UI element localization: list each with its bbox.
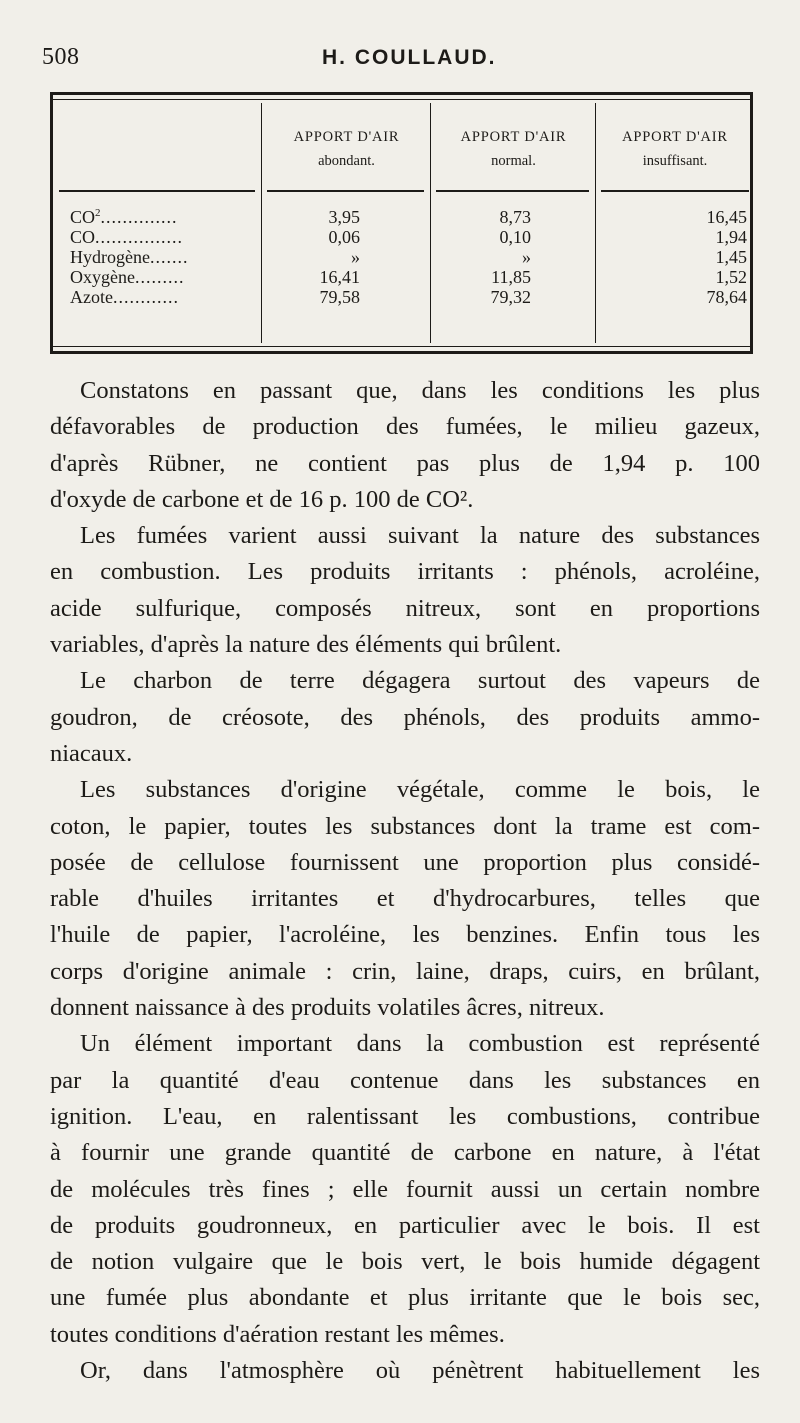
- text-line: de notion vulgaire que le bois vert, le bois humide dégagent: [50, 1248, 760, 1276]
- table-cell: 3,95: [328, 207, 360, 227]
- row-label-dots: ............: [112, 287, 179, 307]
- table-cell: 0,10: [499, 227, 531, 247]
- table-cell: 1,52: [715, 267, 747, 287]
- table-column-rule: [430, 103, 431, 343]
- text-line: Un élément important dans la combustion est représenté: [80, 1030, 760, 1058]
- table-column-rule: [261, 103, 262, 343]
- table-header-rule: [267, 190, 424, 192]
- row-label-dots: .......: [149, 247, 189, 267]
- column-header-abundant: [263, 125, 430, 173]
- row-label-text: CO: [70, 207, 96, 227]
- row-label-dots: ................: [95, 227, 184, 247]
- text-line: Les fumées varient aussi suivant la nature des substances: [80, 522, 760, 550]
- column-header-insufficient: [597, 125, 753, 173]
- table-cell: 1,45: [715, 247, 747, 267]
- column-header-line1: APPORT D'AIR: [622, 129, 728, 145]
- table-cell: 16,41: [319, 267, 360, 287]
- column-header-line2: normal.: [491, 153, 536, 169]
- row-label-text: Oxygène: [70, 267, 135, 287]
- row-label-dots: ..............: [100, 207, 178, 227]
- table-header-rule: [601, 190, 749, 192]
- row-label-text: CO: [70, 227, 96, 247]
- text-line: posée de cellulose fournissent une proportion plus considé-: [50, 848, 760, 876]
- text-line: acide sulfurique, composés nitreux, sont en proportions: [50, 594, 760, 622]
- table-cell: 16,45: [706, 207, 747, 227]
- table-cell: 0,06: [328, 227, 360, 247]
- table-inner-bottom-rule: [53, 346, 750, 347]
- running-head: H. COULLAUD.: [322, 46, 497, 69]
- table-cell: 79,58: [319, 287, 360, 307]
- text-line: rable d'huiles irritantes et d'hydrocarbures, telles que: [50, 885, 760, 913]
- column-header-line1: APPORT D'AIR: [460, 129, 567, 145]
- text-line: ignition. L'eau, en ralentissant les combustions, contribue: [50, 1102, 760, 1130]
- text-line: Or, dans l'atmosphère où pénètrent habituellement les: [80, 1357, 760, 1385]
- text-line: l'huile de papier, l'acroléine, les benzines. Enfin tous les: [50, 921, 760, 949]
- text-line: par la quantité d'eau contenue dans les substances en: [50, 1066, 760, 1094]
- text-line: à fournir une grande quantité de carbone en nature, à l'état: [50, 1139, 760, 1167]
- table-header-rule: [59, 190, 255, 192]
- table-cell: »: [522, 247, 531, 267]
- table-cell: 78,64: [706, 287, 747, 307]
- text-line: coton, le papier, toutes les substances dont la trame est com-: [50, 812, 760, 840]
- text-line: Constatons en passant que, dans les conditions les plus: [80, 377, 760, 404]
- text-line: d'après Rübner, ne contient pas plus de 1,94 p. 100: [50, 449, 760, 477]
- table-row-label: [70, 247, 260, 267]
- table-row-label: [70, 227, 260, 247]
- text-line: de molécules très fines ; elle fournit aussi un certain nombre: [50, 1175, 760, 1203]
- text-line: d'oxyde de carbone et de 16 p. 100 de CO².: [50, 485, 474, 513]
- row-label-dots: .........: [134, 267, 185, 287]
- table-row-label: [70, 207, 260, 227]
- body-text: [50, 373, 760, 1389]
- text-line: de produits goudronneux, en particulier avec le bois. Il est: [50, 1211, 760, 1239]
- table-cell: 11,85: [491, 267, 531, 287]
- table-row-label: [70, 267, 260, 287]
- table-row-label: [70, 287, 260, 307]
- text-line: en combustion. Les produits irritants : phénols, acroléine,: [50, 558, 760, 586]
- column-header-normal: [432, 125, 595, 173]
- table-cell: 1,94: [715, 227, 747, 247]
- text-line: niacaux.: [50, 739, 133, 767]
- table-cell: 79,32: [490, 287, 531, 307]
- table-cell: 8,73: [499, 207, 531, 227]
- text-line: corps d'origine animale : crin, laine, draps, cuirs, en brûlant,: [50, 957, 760, 985]
- table-header-rule: [436, 190, 589, 192]
- text-line: défavorables de production des fumées, le milieu gazeux,: [50, 413, 760, 441]
- table-cell: »: [351, 247, 360, 267]
- page-number: 508: [42, 44, 80, 70]
- column-header-line1: APPORT D'AIR: [293, 129, 400, 145]
- text-line: Les substances d'origine végétale, comme le bois, le: [80, 776, 760, 804]
- text-line: donnent naissance à des produits volatiles âcres, nitreux.: [50, 994, 605, 1022]
- gas-composition-table: [50, 92, 753, 354]
- row-label-superscript: 2: [95, 207, 101, 219]
- column-header-line2: insuffisant.: [642, 153, 708, 169]
- column-header-line2: abondant.: [318, 153, 375, 169]
- text-line: une fumée plus abondante et plus irritante que le bois sec,: [50, 1284, 760, 1312]
- text-line: goudron, de créosote, des phénols, des produits ammo-: [50, 703, 760, 731]
- table-column-rule: [595, 103, 596, 343]
- row-label-text: Azote: [70, 287, 113, 307]
- table-inner-top-rule: [53, 99, 750, 100]
- row-label-text: Hydrogène: [70, 247, 150, 267]
- text-line: Le charbon de terre dégagera surtout des vapeurs de: [80, 667, 760, 695]
- text-line: variables, d'après la nature des éléments qui brûlent.: [50, 631, 562, 659]
- text-line: toutes conditions d'aération restant les mêmes.: [50, 1320, 505, 1348]
